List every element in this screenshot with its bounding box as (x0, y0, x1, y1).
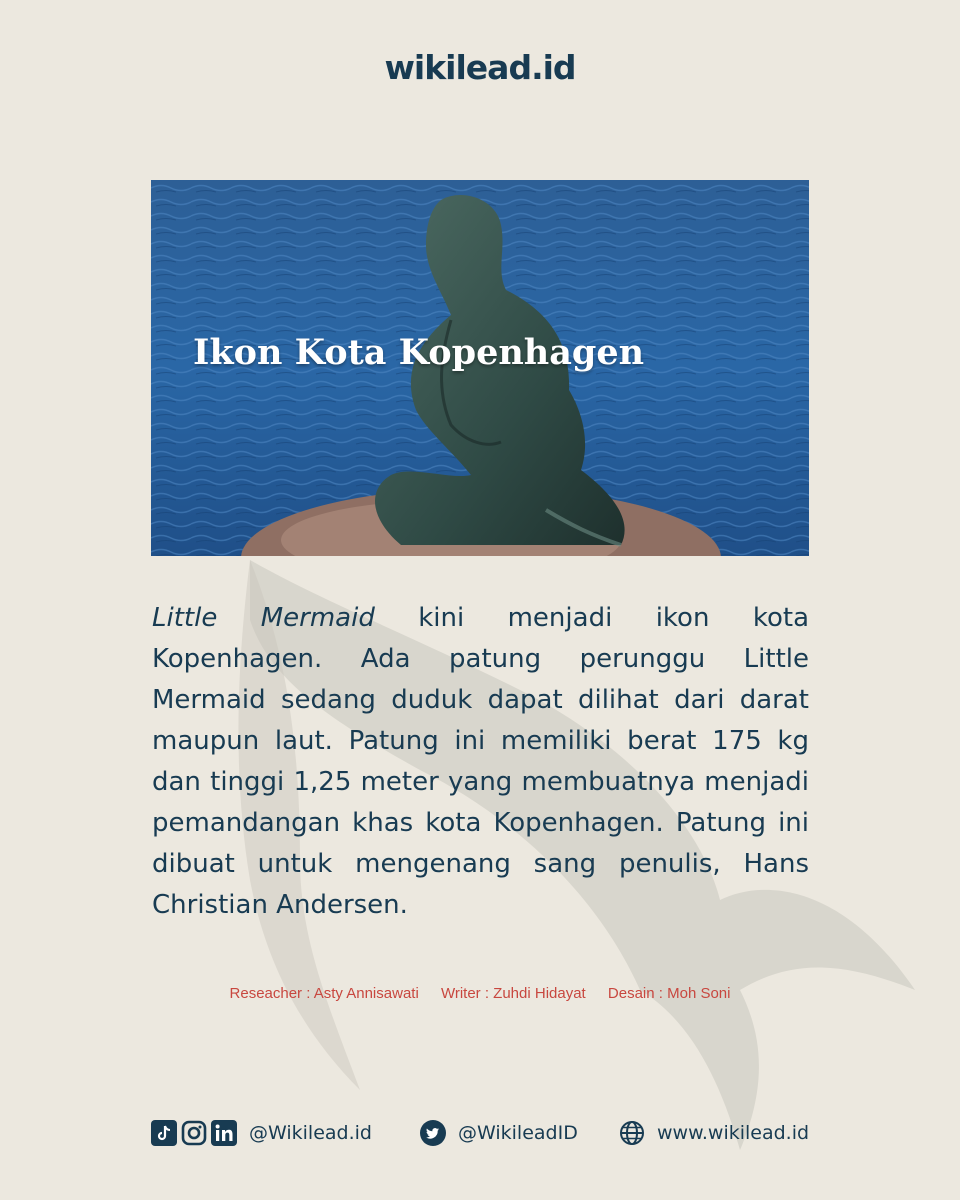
website-link[interactable]: www.wikilead.id (657, 1122, 810, 1144)
credits (0, 985, 960, 1002)
twitter-handle[interactable]: @WikileadID (458, 1122, 578, 1144)
article-text: kini menjadi ikon kota Kopenhagen. Ada patung perunggu Little Mermaid sedang duduk dapat dilihat dari darat maupun laut. Patung ini memiliki berat 175 kg dan tinggi 1,25 meter yang membuatnya menjadi pemandangan khas kota Kopenhagen. Patung ini dibuat untuk mengenang sang penulis, Hans Christian Andersen. (152, 603, 809, 920)
hero-title: Ikon Kota Kopenhagen (193, 332, 645, 373)
hero-image (151, 180, 809, 556)
instagram-icon[interactable] (181, 1120, 207, 1146)
brand-logo: wikilead.id (384, 48, 576, 87)
footer-twitter (420, 1116, 578, 1150)
article-body (152, 598, 809, 926)
article-italic-lead: Little Mermaid (152, 603, 375, 633)
footer-social (151, 1116, 372, 1150)
credit-design: Desain : Moh Soni (607, 985, 731, 1002)
footer (0, 1116, 960, 1150)
globe-icon (619, 1120, 645, 1146)
credit-researcher: Reseacher : Asty Annisawati (229, 985, 419, 1002)
tiktok-icon[interactable] (151, 1120, 177, 1146)
credit-writer: Writer : Zuhdi Hidayat (440, 985, 586, 1002)
footer-website (619, 1116, 809, 1150)
twitter-icon[interactable] (420, 1120, 446, 1146)
social-handle[interactable]: @Wikilead.id (249, 1122, 372, 1144)
linkedin-icon[interactable] (211, 1120, 237, 1146)
